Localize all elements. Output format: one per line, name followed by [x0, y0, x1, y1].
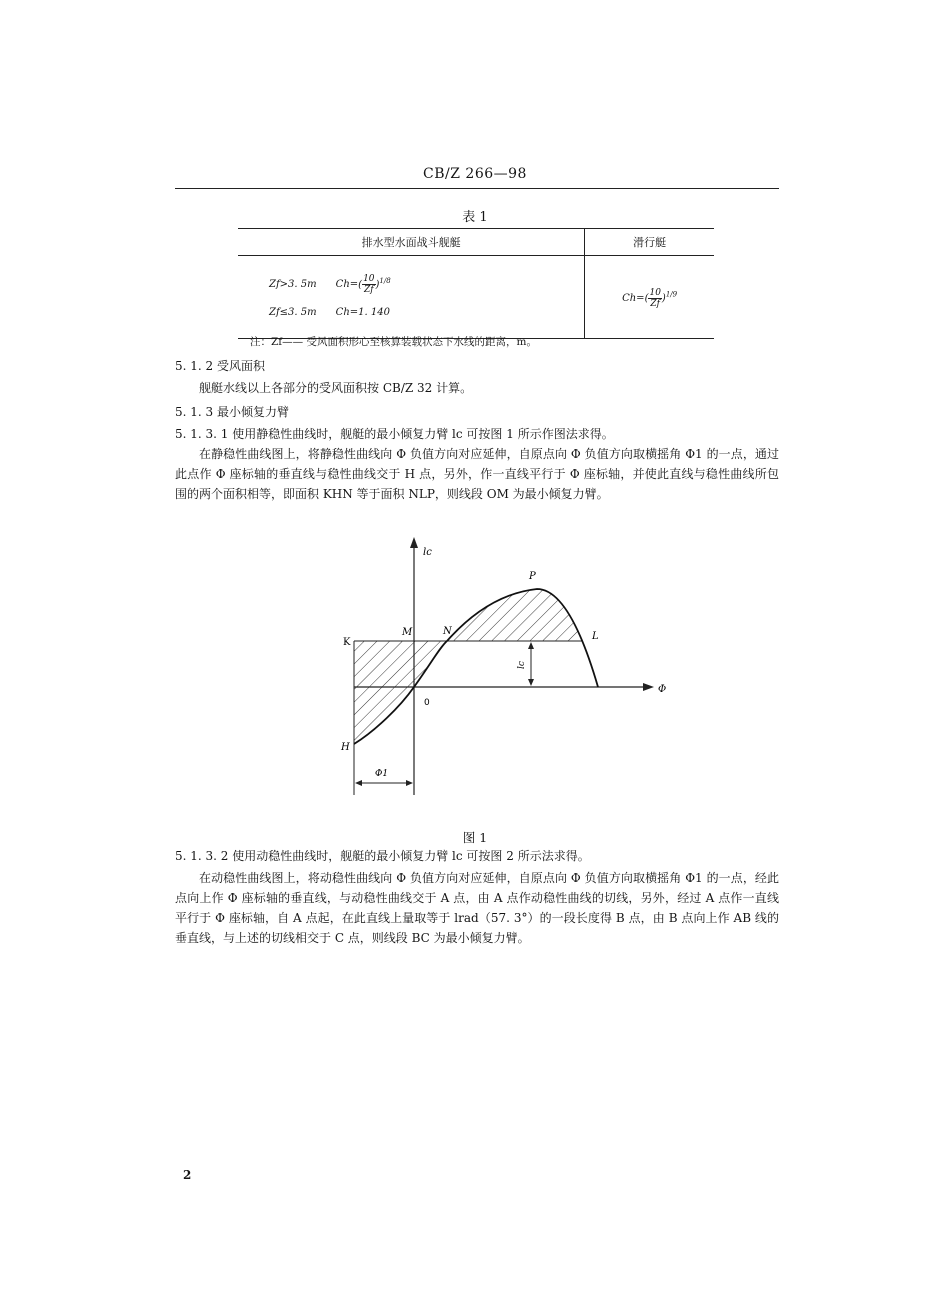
- phi1-arrow-left: [355, 780, 362, 786]
- formula-planing: Ch=( $\frac{10}{Zf}$ )$^{1/9}$: [622, 288, 678, 310]
- label-n: N: [443, 626, 452, 637]
- table-note: 注：Zf—— 受风面积形心至核算装载状态下水线的距离，m。: [250, 336, 537, 348]
- section-5-1-3-2-title: 5. 1. 3. 2 使用动稳性曲线时，舰艇的最小倾复力臂 lc 可按图 2 所示法求得。: [175, 849, 590, 863]
- fraction-1: $\frac{10}{Zf}$: [363, 274, 375, 296]
- hatched-area-khn: [354, 641, 447, 744]
- figure-1-stability-curve: [330, 535, 680, 805]
- label-h: H: [341, 742, 350, 753]
- label-m: M: [402, 627, 413, 638]
- condition-1: Zf>3. 5m: [269, 279, 317, 291]
- table-header-displacement: 排水型水面战斗舰艇: [238, 229, 585, 256]
- section-5-1-3-title: 5. 1. 3 最小倾复力臂: [175, 405, 289, 419]
- table-caption: 表 1: [462, 210, 488, 225]
- section-5-1-2-title: 5. 1. 2 受风面积: [175, 359, 265, 373]
- table-1: [238, 228, 714, 339]
- exponent-2: 1/9: [665, 290, 678, 299]
- formula-row-1: Zf>3. 5m Ch=( $\frac{10}{Zf}$ )$^{1/8}$: [239, 267, 583, 299]
- label-lc-dimension: lc: [517, 661, 527, 669]
- page-number: 2: [183, 1168, 192, 1182]
- phi1-arrow-right: [406, 780, 413, 786]
- table-cell-displacement: [238, 256, 585, 339]
- section-5-1-3-1-body: 在静稳性曲线图上，将静稳性曲线向 Φ 负值方向对应延伸，自原点向 Φ 负值方向取横摇角 Φ1 的一点，通过此点作 Φ 座标轴的垂直线与稳性曲线交于 H 点，另外，作一直线平行于 Φ 座标轴，并使此直线与稳性曲线所包围的两个面积相等，即面积 KHN 等于面积 NLP，则线段 OM 为最小倾复力臂。: [175, 447, 779, 501]
- section-5-1-2-body: 舰艇水线以上各部分的受风面积按 CB/Z 32 计算。: [199, 381, 473, 395]
- fraction-2: $\frac{10}{Zf}$: [649, 288, 661, 310]
- lc-arrow-bottom: [528, 679, 534, 686]
- label-phi-axis: Φ: [658, 684, 667, 695]
- section-5-1-3-1-title: 5. 1. 3. 1 使用静稳性曲线时，舰艇的最小倾复力臂 lc 可按图 1 所示作图法求得。: [175, 427, 614, 441]
- label-p: P: [529, 571, 536, 582]
- label-l: L: [592, 631, 599, 642]
- label-origin: 0: [424, 698, 430, 708]
- header-rule: [175, 188, 779, 189]
- hatched-area-nlp: [447, 589, 583, 641]
- formula-1-lhs: Ch=: [335, 279, 359, 291]
- label-lc-axis: lc: [423, 547, 432, 558]
- label-k: K: [343, 637, 351, 648]
- x-axis-arrow: [643, 683, 654, 691]
- exponent-1: 1/8: [379, 276, 391, 285]
- table-cell-planing: [585, 256, 714, 339]
- condition-2: Zf≤3. 5m: [269, 307, 317, 319]
- figure-caption: 图 1: [462, 830, 488, 845]
- label-phi1: Φ1: [375, 769, 389, 779]
- lc-arrow-top: [528, 642, 534, 649]
- formula-2: Ch=1. 140: [335, 307, 390, 319]
- formula-row-2: [239, 299, 583, 327]
- y-axis-arrow: [410, 537, 418, 548]
- table-header-planing: 滑行艇: [585, 229, 714, 256]
- document-header: CB/Z 266—98: [423, 166, 527, 182]
- section-5-1-3-2-body: 在动稳性曲线图上，将动稳性曲线向 Φ 负值方向对应延伸，自原点向 Φ 负值方向取横摇角 Φ1 的一点，经此点向上作 Φ 座标轴的垂直线，与动稳性曲线交于 A 点，由 A 点作动稳性曲线的切线，另外，经过 A 点作一直线平行于 Φ 座标轴，自 A 点起，在此直线上量取等于 lrad（57. 3°）的一段长度得 B 点，由 B 点向上作 AB 线的垂直线，与上述的切线相交于 C 点，则线段 BC 为最小倾复力臂。: [175, 871, 779, 945]
